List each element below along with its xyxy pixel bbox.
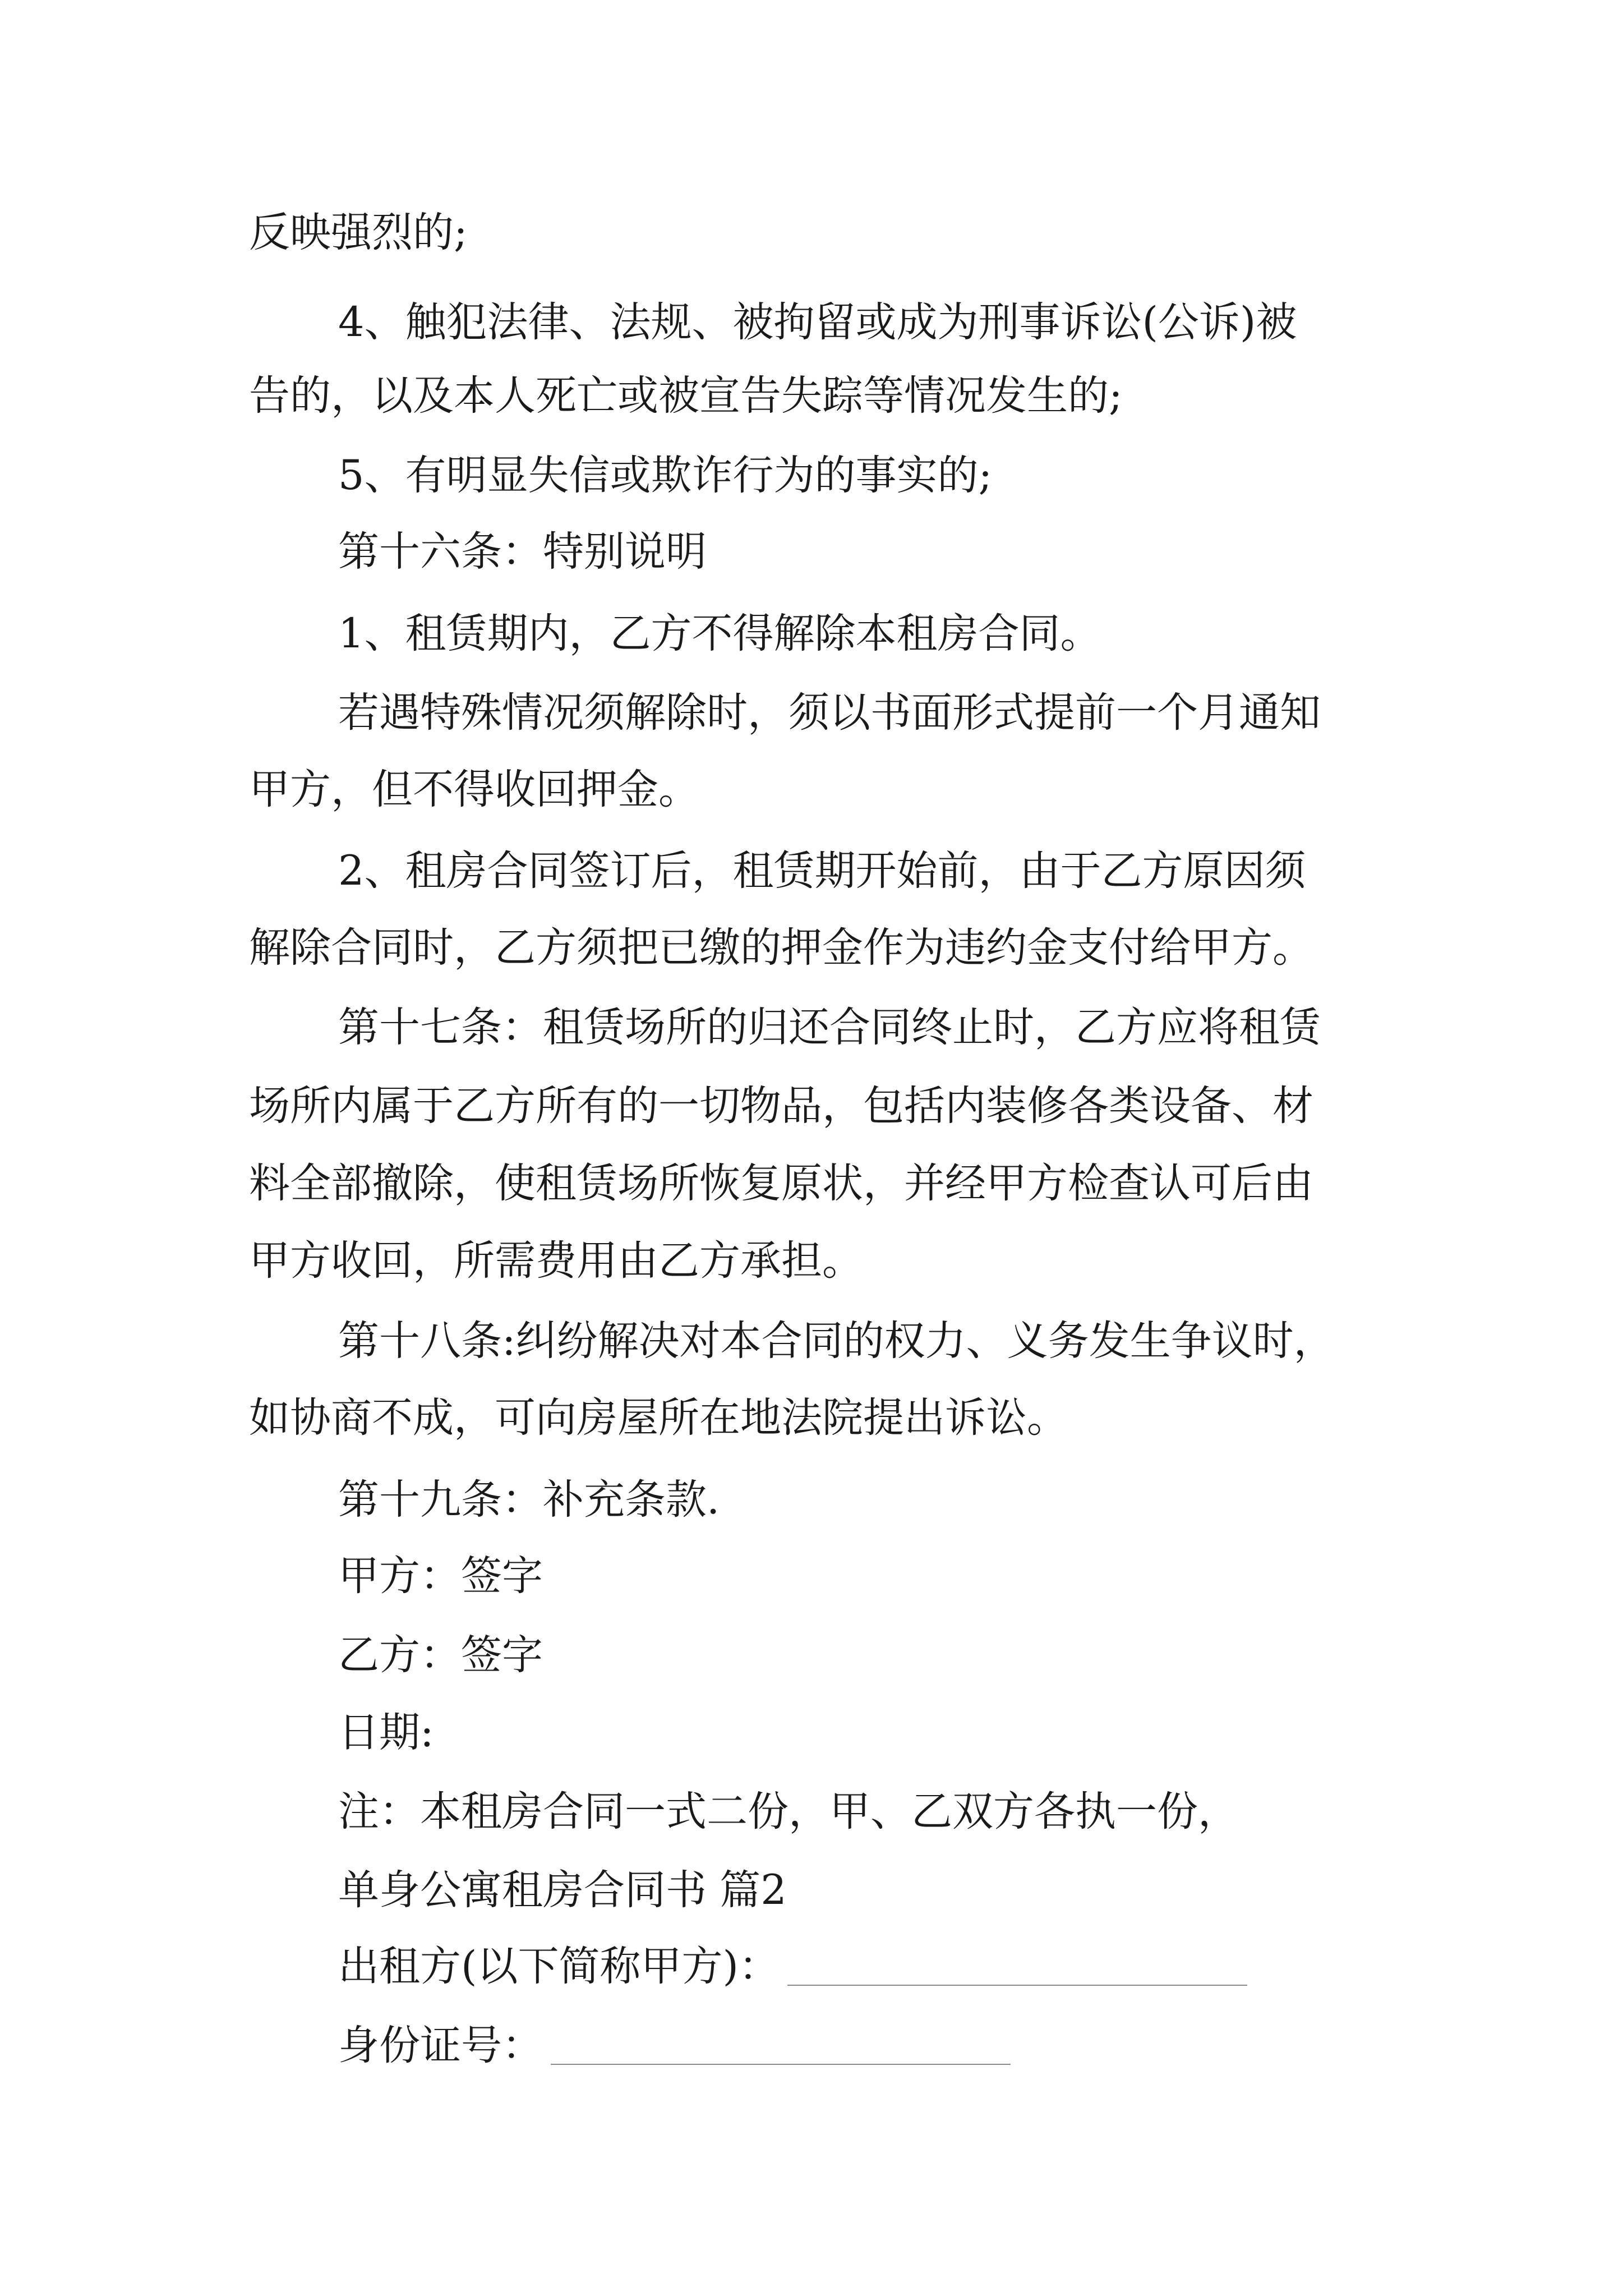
paragraph-line: 告的，以及本人死亡或被宣告失踪等情况发生的; xyxy=(249,372,1123,420)
note-line: 注：本租房合同一式二份，甲、乙双方各执一份， xyxy=(338,1788,1239,1835)
section-title: 单身公寓租房合同书 篇2 xyxy=(338,1866,787,1914)
lessor-label: 出租方(以下简称甲方)： xyxy=(338,1943,780,1990)
paragraph-line: 甲方，但不得收回押金。 xyxy=(249,766,699,813)
paragraph-line: 4、触犯法律、法规、被拘留或成为刑事诉讼(公诉)被 xyxy=(338,298,1297,346)
signature-line: 乙方：签字 xyxy=(338,1631,543,1679)
paragraph-line: 1、租赁期内，乙方不得解除本租房合同。 xyxy=(338,610,1101,657)
paragraph-line: 甲方收回，所需费用由乙方承担。 xyxy=(249,1237,863,1285)
paragraph-line: 场所内属于乙方所有的一切物品，包括内装修各类设备、材 xyxy=(249,1082,1313,1130)
paragraph-line: 5、有明显失信或欺诈行为的事实的; xyxy=(338,452,993,499)
section-heading: 第十九条：补充条款. xyxy=(338,1476,720,1524)
paragraph-line: 反映强烈的; xyxy=(249,209,468,256)
paragraph-line: 解除合同时，乙方须把已缴的押金作为违约金支付给甲方。 xyxy=(249,924,1313,972)
paragraph-line: 若遇特殊情况须解除时，须以书面形式提前一个月通知 xyxy=(338,689,1321,737)
section-heading: 第十八条:纠纷解决对本合同的权力、义务发生争议时， xyxy=(338,1317,1335,1365)
signature-line: 甲方：签字 xyxy=(338,1552,543,1600)
section-heading: 第十六条：特别说明 xyxy=(338,528,707,576)
paragraph-line: 2、租房合同签订后，租赁期开始前，由于乙方原因须 xyxy=(338,847,1306,895)
id-number-label: 身份证号： xyxy=(338,2022,543,2069)
id-number-field xyxy=(338,2018,1011,2074)
section-heading: 第十七条：租赁场所的归还合同终止时，乙方应将租赁 xyxy=(338,1004,1321,1051)
lessor-field xyxy=(338,1939,1247,1995)
paragraph-line: 料全部撤除，使租赁场所恢复原状，并经甲方检查认可后由 xyxy=(249,1159,1313,1207)
paragraph-line: 如协商不成，可向房屋所在地法院提出诉讼。 xyxy=(249,1394,1068,1442)
lessor-blank-line xyxy=(787,1985,1247,1986)
id-number-blank-line xyxy=(551,2064,1011,2065)
date-line: 日期: xyxy=(338,1709,434,1756)
